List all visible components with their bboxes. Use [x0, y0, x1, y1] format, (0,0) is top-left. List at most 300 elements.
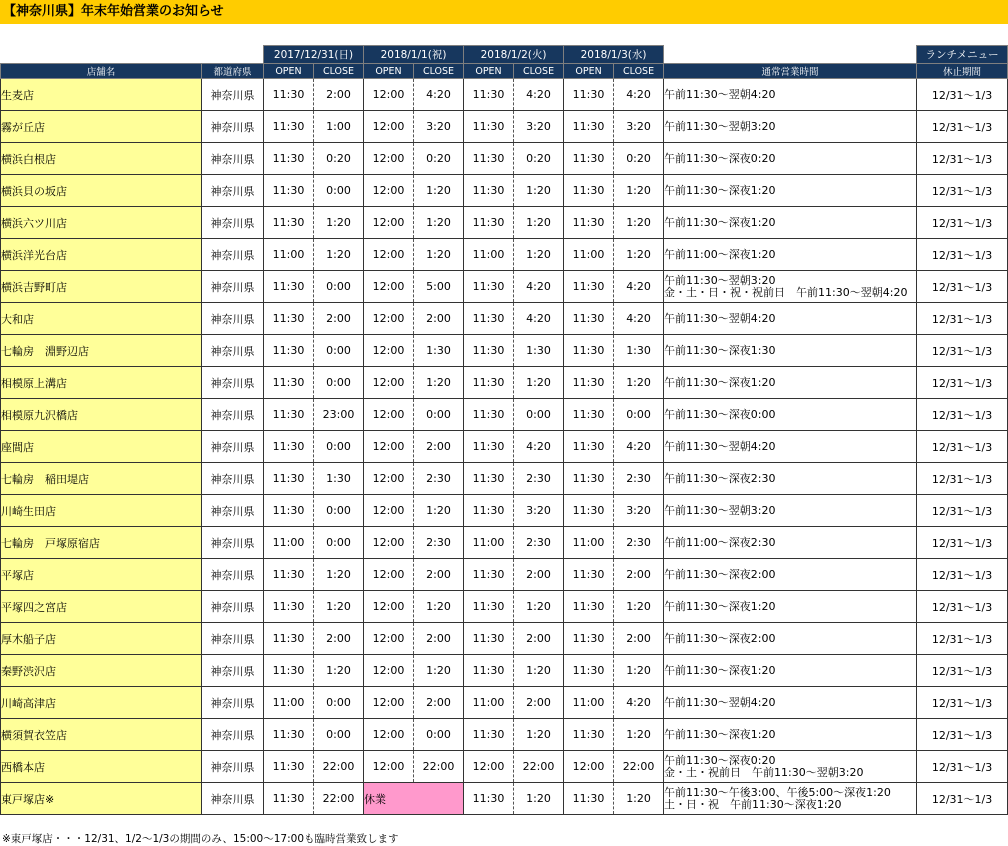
open-time-cell: 11:30: [564, 271, 614, 303]
open-time-cell: 12:00: [364, 239, 414, 271]
close-time-cell: 4:20: [614, 687, 664, 719]
prefecture-cell: 神奈川県: [202, 399, 264, 431]
open-time-cell: 11:30: [564, 463, 614, 495]
prefecture-cell: 神奈川県: [202, 719, 264, 751]
open-time-cell: 11:30: [464, 623, 514, 655]
open-time-cell: 11:30: [564, 79, 614, 111]
store-name-cell: 座間店: [1, 431, 202, 463]
close-time-cell: 1:20: [414, 591, 464, 623]
lunch-pause-cell: 12/31～1/3: [917, 591, 1008, 623]
hours-line: 午前11:30～翌朝4:20: [664, 439, 776, 453]
open-time-cell: 12:00: [364, 623, 414, 655]
lunch-pause-cell: 12/31～1/3: [917, 495, 1008, 527]
hours-line: 午前11:30～翌朝4:20: [664, 87, 776, 101]
hours-line: 午前11:30～深夜1:20: [664, 183, 776, 197]
open-time-cell: 11:30: [464, 783, 514, 815]
close-time-cell: 0:20: [614, 143, 664, 175]
close-time-cell: 0:00: [314, 719, 364, 751]
close-time-cell: 1:20: [614, 719, 664, 751]
close-time-cell: 1:20: [514, 591, 564, 623]
open-time-cell: 12:00: [364, 143, 414, 175]
open-time-cell: 11:30: [264, 719, 314, 751]
close-time-cell: 2:30: [614, 463, 664, 495]
close-time-cell: 22:00: [514, 751, 564, 783]
open-time-cell: 11:30: [264, 591, 314, 623]
open-time-cell: 11:30: [464, 495, 514, 527]
open-time-cell: 11:30: [264, 559, 314, 591]
close-time-cell: 2:00: [614, 559, 664, 591]
close-time-cell: 1:20: [314, 655, 364, 687]
regular-hours-cell: [664, 463, 917, 495]
close-time-cell: 1:20: [514, 655, 564, 687]
close-time-cell: 1:20: [514, 175, 564, 207]
close-time-cell: 2:00: [514, 623, 564, 655]
regular-hours-cell: [664, 175, 917, 207]
open-time-cell: 12:00: [364, 655, 414, 687]
close-time-cell: 1:20: [614, 655, 664, 687]
open-time-cell: 12:00: [364, 303, 414, 335]
close-time-cell: 0:00: [414, 399, 464, 431]
lunch-pause-cell: 12/31～1/3: [917, 559, 1008, 591]
open-time-cell: 11:30: [464, 303, 514, 335]
table-row: [1, 335, 1008, 367]
open-time-cell: 12:00: [364, 79, 414, 111]
open-time-cell: 11:00: [564, 527, 614, 559]
open-time-cell: 11:30: [564, 335, 614, 367]
close-time-cell: 2:00: [314, 79, 364, 111]
closed-day-cell: 休業: [364, 783, 464, 815]
table-row: [1, 655, 1008, 687]
hours-line: 午前11:30～翌朝4:20: [664, 695, 776, 709]
open-header: OPEN: [464, 64, 514, 79]
table-row: [1, 431, 1008, 463]
regular-hours-cell: [664, 271, 917, 303]
lunch-header-top: ランチメニュー: [917, 46, 1008, 64]
regular-hours-cell: [664, 591, 917, 623]
table-row: [1, 367, 1008, 399]
store-name-cell: 相模原上溝店: [1, 367, 202, 399]
open-time-cell: 11:30: [564, 655, 614, 687]
prefecture-header: 都道府県: [202, 64, 264, 79]
close-time-cell: 0:00: [314, 271, 364, 303]
regular-hours-cell: [664, 335, 917, 367]
hours-line: 午前11:30～深夜1:20: [664, 727, 776, 741]
close-time-cell: 2:00: [414, 431, 464, 463]
regular-hours-cell: [664, 303, 917, 335]
lunch-pause-cell: 12/31～1/3: [917, 655, 1008, 687]
close-time-cell: 22:00: [314, 783, 364, 815]
hours-line: 午前11:30～深夜1:20: [664, 215, 776, 229]
close-time-cell: 4:20: [514, 303, 564, 335]
open-time-cell: 12:00: [364, 399, 414, 431]
prefecture-cell: 神奈川県: [202, 687, 264, 719]
table-row: [1, 111, 1008, 143]
lunch-pause-cell: 12/31～1/3: [917, 719, 1008, 751]
close-time-cell: 0:00: [314, 687, 364, 719]
lunch-pause-cell: 12/31～1/3: [917, 207, 1008, 239]
store-name-cell: 七輪房 淵野辺店: [1, 335, 202, 367]
hours-line: 午前11:30～深夜0:00: [664, 407, 776, 421]
close-time-cell: 1:00: [314, 111, 364, 143]
close-time-cell: 1:30: [514, 335, 564, 367]
open-time-cell: 11:30: [564, 367, 614, 399]
close-time-cell: 3:20: [514, 495, 564, 527]
prefecture-cell: 神奈川県: [202, 111, 264, 143]
table-row: [1, 559, 1008, 591]
close-time-cell: 1:20: [514, 367, 564, 399]
close-time-cell: 1:20: [414, 207, 464, 239]
close-header: CLOSE: [314, 64, 364, 79]
close-time-cell: 0:00: [614, 399, 664, 431]
open-time-cell: 11:30: [464, 591, 514, 623]
open-time-cell: 11:30: [464, 559, 514, 591]
date-header: 2018/1/1(祝): [364, 46, 464, 64]
table-row: [1, 303, 1008, 335]
open-time-cell: 11:30: [264, 751, 314, 783]
open-time-cell: 11:30: [464, 719, 514, 751]
close-time-cell: 2:00: [414, 623, 464, 655]
lunch-header-bottom: 休止期間: [917, 64, 1008, 79]
lunch-pause-cell: 12/31～1/3: [917, 303, 1008, 335]
regular-hours-cell: [664, 559, 917, 591]
header-spacer: [664, 46, 917, 64]
open-time-cell: 11:30: [264, 271, 314, 303]
hours-line: 午前11:30～深夜1:20: [664, 375, 776, 389]
table-body: [1, 79, 1008, 815]
close-time-cell: 3:20: [614, 495, 664, 527]
table-row: [1, 271, 1008, 303]
hours-line: 金・土・祝前日 午前11:30～翌朝3:20: [664, 765, 864, 779]
table-row: [1, 623, 1008, 655]
regular-hours-cell: [664, 783, 917, 815]
open-time-cell: 11:30: [464, 111, 514, 143]
open-time-cell: 11:30: [564, 559, 614, 591]
open-time-cell: 11:30: [264, 655, 314, 687]
hours-line: 午前11:30～翌朝3:20: [664, 503, 776, 517]
open-time-cell: 12:00: [364, 207, 414, 239]
lunch-pause-cell: 12/31～1/3: [917, 527, 1008, 559]
title-banner: [0, 0, 1008, 24]
lunch-pause-cell: 12/31～1/3: [917, 431, 1008, 463]
open-time-cell: 12:00: [364, 175, 414, 207]
close-time-cell: 0:00: [414, 719, 464, 751]
open-time-cell: 12:00: [364, 591, 414, 623]
lunch-pause-cell: 12/31～1/3: [917, 367, 1008, 399]
store-name-cell: 平塚店: [1, 559, 202, 591]
store-name-cell: 相模原九沢橋店: [1, 399, 202, 431]
regular-hours-cell: [664, 79, 917, 111]
open-time-cell: 11:00: [464, 527, 514, 559]
open-time-cell: 11:00: [264, 239, 314, 271]
store-name-cell: 横浜白根店: [1, 143, 202, 175]
regular-hours-cell: [664, 495, 917, 527]
close-header: CLOSE: [514, 64, 564, 79]
close-time-cell: 23:00: [314, 399, 364, 431]
close-time-cell: 1:20: [414, 239, 464, 271]
open-time-cell: 11:30: [464, 175, 514, 207]
open-time-cell: 11:30: [264, 463, 314, 495]
table-row: [1, 207, 1008, 239]
close-time-cell: 4:20: [614, 271, 664, 303]
close-time-cell: 1:30: [614, 335, 664, 367]
store-name-cell: 厚木船子店: [1, 623, 202, 655]
open-time-cell: 12:00: [364, 111, 414, 143]
close-time-cell: 1:20: [414, 175, 464, 207]
close-time-cell: 0:00: [314, 495, 364, 527]
close-time-cell: 2:00: [414, 303, 464, 335]
open-time-cell: 11:30: [564, 175, 614, 207]
prefecture-cell: 神奈川県: [202, 143, 264, 175]
regular-hours-cell: [664, 527, 917, 559]
store-name-cell: 横浜貝の坂店: [1, 175, 202, 207]
store-name-header: 店舗名: [1, 64, 202, 79]
open-time-cell: 11:30: [264, 431, 314, 463]
regular-hours-cell: [664, 687, 917, 719]
close-time-cell: 3:20: [614, 111, 664, 143]
regular-hours-cell: [664, 431, 917, 463]
close-time-cell: 0:00: [314, 175, 364, 207]
open-time-cell: 12:00: [364, 431, 414, 463]
store-name-cell: 東戸塚店※: [1, 783, 202, 815]
lunch-pause-cell: 12/31～1/3: [917, 271, 1008, 303]
prefecture-cell: 神奈川県: [202, 751, 264, 783]
open-time-cell: 11:30: [264, 143, 314, 175]
close-time-cell: 1:20: [514, 783, 564, 815]
open-time-cell: 12:00: [364, 527, 414, 559]
open-time-cell: 12:00: [364, 495, 414, 527]
prefecture-cell: 神奈川県: [202, 783, 264, 815]
prefecture-cell: 神奈川県: [202, 239, 264, 271]
lunch-pause-cell: 12/31～1/3: [917, 623, 1008, 655]
open-time-cell: 11:30: [464, 271, 514, 303]
open-time-cell: 11:30: [264, 79, 314, 111]
open-time-cell: 11:30: [264, 207, 314, 239]
regular-hours-cell: [664, 207, 917, 239]
store-name-cell: 川崎高津店: [1, 687, 202, 719]
hours-line: 午前11:30～深夜1:20: [664, 599, 776, 613]
table-row: [1, 143, 1008, 175]
close-time-cell: 22:00: [314, 751, 364, 783]
close-time-cell: 2:00: [514, 687, 564, 719]
table-header: [1, 46, 1008, 79]
header-spacer: [1, 46, 264, 64]
open-time-cell: 11:30: [264, 367, 314, 399]
prefecture-cell: 神奈川県: [202, 303, 264, 335]
open-time-cell: 11:30: [564, 143, 614, 175]
close-time-cell: 4:20: [514, 79, 564, 111]
close-time-cell: 1:20: [414, 367, 464, 399]
close-time-cell: 2:00: [414, 687, 464, 719]
close-time-cell: 0:00: [314, 367, 364, 399]
close-time-cell: 2:00: [414, 559, 464, 591]
prefecture-cell: 神奈川県: [202, 431, 264, 463]
store-name-cell: 横浜洋光台店: [1, 239, 202, 271]
regular-hours-cell: [664, 399, 917, 431]
close-time-cell: 2:00: [514, 559, 564, 591]
close-time-cell: 1:20: [614, 175, 664, 207]
close-time-cell: 0:00: [314, 335, 364, 367]
lunch-pause-cell: 12/31～1/3: [917, 111, 1008, 143]
open-time-cell: 11:30: [464, 463, 514, 495]
open-time-cell: 11:30: [564, 495, 614, 527]
lunch-pause-cell: 12/31～1/3: [917, 783, 1008, 815]
close-time-cell: 1:30: [414, 335, 464, 367]
close-time-cell: 4:20: [614, 303, 664, 335]
open-time-cell: 11:30: [464, 399, 514, 431]
close-time-cell: 22:00: [614, 751, 664, 783]
open-time-cell: 11:30: [564, 623, 614, 655]
open-time-cell: 11:30: [264, 495, 314, 527]
close-time-cell: 4:20: [514, 431, 564, 463]
open-header: OPEN: [264, 64, 314, 79]
open-time-cell: 12:00: [464, 751, 514, 783]
hours-line: 金・土・日・祝・祝前日 午前11:30～翌朝4:20: [664, 285, 908, 299]
regular-hours-cell: [664, 655, 917, 687]
close-time-cell: 4:20: [614, 431, 664, 463]
open-time-cell: 11:30: [264, 111, 314, 143]
open-time-cell: 12:00: [364, 719, 414, 751]
regular-hours-cell: [664, 719, 917, 751]
open-time-cell: 11:30: [464, 207, 514, 239]
open-time-cell: 11:00: [264, 527, 314, 559]
prefecture-cell: 神奈川県: [202, 623, 264, 655]
store-name-cell: 川崎生田店: [1, 495, 202, 527]
close-time-cell: 0:20: [514, 143, 564, 175]
store-name-cell: 横浜吉野町店: [1, 271, 202, 303]
store-name-cell: 生麦店: [1, 79, 202, 111]
close-time-cell: 0:00: [514, 399, 564, 431]
prefecture-cell: 神奈川県: [202, 271, 264, 303]
close-header: CLOSE: [614, 64, 664, 79]
open-time-cell: 11:30: [264, 399, 314, 431]
table-row: [1, 591, 1008, 623]
open-time-cell: 11:30: [464, 655, 514, 687]
open-header: OPEN: [564, 64, 614, 79]
open-time-cell: 11:30: [564, 399, 614, 431]
prefecture-cell: 神奈川県: [202, 175, 264, 207]
regular-hours-cell: [664, 751, 917, 783]
lunch-pause-cell: 12/31～1/3: [917, 239, 1008, 271]
store-name-cell: 秦野渋沢店: [1, 655, 202, 687]
close-time-cell: 2:30: [514, 463, 564, 495]
hours-line: 午前11:30～深夜1:30: [664, 343, 776, 357]
close-time-cell: 2:00: [614, 623, 664, 655]
prefecture-cell: 神奈川県: [202, 495, 264, 527]
prefecture-cell: 神奈川県: [202, 207, 264, 239]
regular-hours-cell: [664, 143, 917, 175]
close-time-cell: 1:20: [314, 559, 364, 591]
close-time-cell: 2:00: [314, 623, 364, 655]
close-time-cell: 1:20: [614, 591, 664, 623]
open-time-cell: 11:30: [264, 303, 314, 335]
store-name-cell: 七輪房 戸塚原宿店: [1, 527, 202, 559]
close-time-cell: 2:30: [614, 527, 664, 559]
close-time-cell: 22:00: [414, 751, 464, 783]
prefecture-cell: 神奈川県: [202, 335, 264, 367]
open-time-cell: 11:30: [564, 591, 614, 623]
close-time-cell: 0:00: [314, 431, 364, 463]
prefecture-cell: 神奈川県: [202, 591, 264, 623]
regular-hours-cell: [664, 111, 917, 143]
close-time-cell: 2:30: [514, 527, 564, 559]
close-time-cell: 1:20: [514, 207, 564, 239]
schedule-table: [0, 45, 1008, 815]
hours-line: 午前11:30～深夜2:00: [664, 631, 776, 645]
hours-line: 午前11:30～翌朝3:20: [664, 119, 776, 133]
open-time-cell: 11:30: [464, 335, 514, 367]
open-time-cell: 11:00: [264, 687, 314, 719]
open-time-cell: 11:30: [264, 783, 314, 815]
open-time-cell: 12:00: [364, 367, 414, 399]
open-time-cell: 11:30: [564, 207, 614, 239]
close-time-cell: 1:20: [314, 207, 364, 239]
date-header: 2017/12/31(日): [264, 46, 364, 64]
close-time-cell: 4:20: [414, 79, 464, 111]
open-time-cell: 11:30: [264, 175, 314, 207]
close-time-cell: 4:20: [614, 79, 664, 111]
store-name-cell: 大和店: [1, 303, 202, 335]
open-time-cell: 12:00: [564, 751, 614, 783]
hours-line: 午前11:30～深夜0:20: [664, 753, 776, 767]
table-row: [1, 687, 1008, 719]
hours-line: 午前11:00～深夜1:20: [664, 247, 776, 261]
regular-hours-cell: [664, 623, 917, 655]
open-time-cell: 11:30: [564, 719, 614, 751]
close-time-cell: 1:20: [614, 207, 664, 239]
close-time-cell: 1:20: [614, 367, 664, 399]
hours-line: 午前11:00～深夜2:30: [664, 535, 776, 549]
page-title: 【神奈川県】年末年始営業のお知らせ: [3, 4, 224, 19]
open-time-cell: 11:30: [464, 143, 514, 175]
close-time-cell: 3:20: [514, 111, 564, 143]
store-name-cell: 平塚四之宮店: [1, 591, 202, 623]
table-row: [1, 719, 1008, 751]
close-time-cell: 0:20: [414, 143, 464, 175]
table-row: [1, 239, 1008, 271]
prefecture-cell: 神奈川県: [202, 655, 264, 687]
lunch-pause-cell: 12/31～1/3: [917, 335, 1008, 367]
lunch-pause-cell: 12/31～1/3: [917, 687, 1008, 719]
lunch-pause-cell: 12/31～1/3: [917, 399, 1008, 431]
store-name-cell: 西橋本店: [1, 751, 202, 783]
hours-line: 午前11:30～午後3:00、午後5:00～深夜1:20: [664, 785, 891, 799]
prefecture-cell: 神奈川県: [202, 559, 264, 591]
close-time-cell: 5:00: [414, 271, 464, 303]
close-time-cell: 1:20: [514, 239, 564, 271]
hours-line: 土・日・祝 午前11:30～深夜1:20: [664, 797, 842, 811]
lunch-pause-cell: 12/31～1/3: [917, 463, 1008, 495]
open-time-cell: 11:30: [264, 335, 314, 367]
store-name-cell: 七輪房 稲田堤店: [1, 463, 202, 495]
store-name-cell: 横浜六ツ川店: [1, 207, 202, 239]
regular-hours-cell: [664, 239, 917, 271]
prefecture-cell: 神奈川県: [202, 79, 264, 111]
date-header: 2018/1/3(水): [564, 46, 664, 64]
open-time-cell: 11:00: [564, 687, 614, 719]
hours-line: 午前11:30～深夜0:20: [664, 151, 776, 165]
open-time-cell: 11:30: [264, 623, 314, 655]
regular-hours-cell: [664, 367, 917, 399]
open-header: OPEN: [364, 64, 414, 79]
open-time-cell: 12:00: [364, 751, 414, 783]
footnote: ※東戸塚店・・・12/31、1/2～1/3の期間のみ、15:00～17:00も臨時営業致します: [2, 833, 399, 845]
close-time-cell: 1:20: [614, 783, 664, 815]
open-time-cell: 11:30: [564, 111, 614, 143]
table-row: [1, 175, 1008, 207]
close-time-cell: 1:20: [414, 495, 464, 527]
prefecture-cell: 神奈川県: [202, 527, 264, 559]
table-row: [1, 79, 1008, 111]
